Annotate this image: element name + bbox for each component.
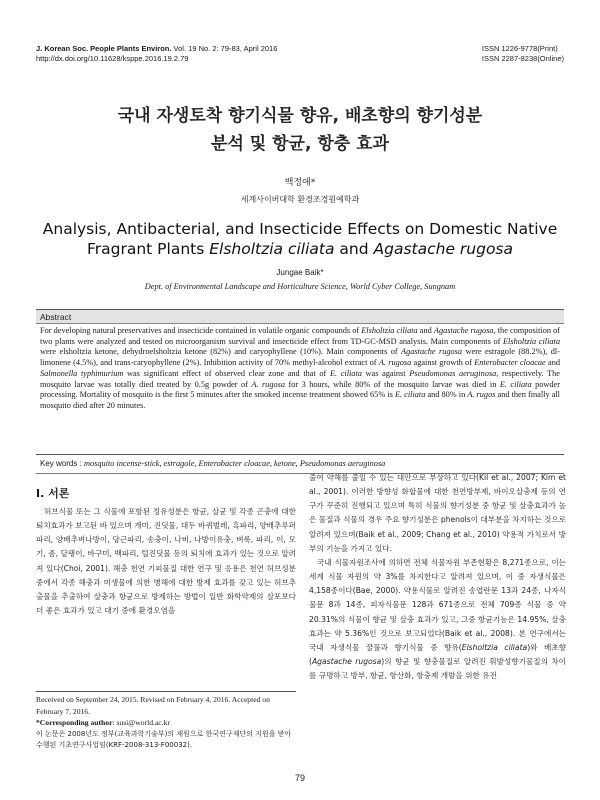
english-affiliation: Dept. of Environmental Landscape and Horticulture Science, World Cyber College, Sungnam xyxy=(144,282,456,291)
issn-online: ISSN 2287-8238(Online) xyxy=(481,54,564,63)
abstract-text: For developing natural preservatives and insecticide contained in volatile organic compounds of Elsholtzia ciliata and Agastache rugosa, the composition of two plants were analyzed and tested on microorganism survival and insecticide effect from TD-GC-MSD analysis. Main components of Elsholtzia ciliata were elsholtzia ketone, dehydroelsholtzia ketone (82%) and caryophyllene (10%). Main components of Agastache rugosa were estragole (88.2%), dl-limonene (4.5%), and trans-caryophyllene (2%). Inhibition activity of 70% methyl-alcohol extract of A. rugosa against growth of Enterobacter cloacae and Salmonella typhimurium was significant effect of observed clear zone and that of E. ciliata was against Pseudomonas aeruginosa, respectively. The mosquito larvae was totally died treated by 0.5g powder of A. rugosa for 3 hours, while 80% of the mosquito larvae was died in E. ciliata powder processing. Mortality of mosquito is the first 5 minutes after the smoked incense treatment showed 65% is E. ciliata and 80% in A. rugos and then finally all mosquito died after 20 minutes. xyxy=(40,326,560,410)
journal-citation xyxy=(36,44,277,64)
paragraph: 줄여 약해를 줄일 수 있는 대안으로 부상하고 있다(Kil et al., 2007; Kim et al., 2001). 이러한 방향성 화합물에 대한 천연방부제, 바이오살충제 등의 연구가 꾸준히 진행되고 있으며 특히 식물의 향기성분 중 항균 및 살충효과가 높은 물질과 식물의 경우 주요 향기성분은 phenols이 대부분을 차지하는 것으로 알려져 있으며(Baik et al., 2009; Chang et al., 2010) 약용적 가치로서 방부의 기능을 가지고 있다. xyxy=(309,473,566,553)
footnotes xyxy=(36,694,298,752)
keywords xyxy=(40,458,560,470)
doi-link[interactable]: http://dx.doi.org/10.11628/ksppe.2016.19.2.79 xyxy=(36,54,189,63)
journal-volume: Vol. 19 No. 2: 79-83, April 2016 xyxy=(171,44,278,53)
species-name: Agastache rugosa xyxy=(373,240,514,258)
journal-name: J. Korean Soc. People Plants Environ. xyxy=(36,44,172,53)
title-text: Fragrant Plants xyxy=(86,240,210,258)
korean-affiliation: 세계사이버대학 환경조경원예학과 xyxy=(240,195,360,204)
english-title-line2 xyxy=(0,238,600,260)
funding-note: 이 논문은 2008년도 정부(교육과학기술부)의 재원으로 한국연구재단의 지원을 받아 수행된 기초연구사업임(KRF-2008-313-F00032). xyxy=(36,729,292,750)
footnote-divider xyxy=(36,691,296,692)
author-email[interactable]: : susi@world.ac.kr xyxy=(112,718,170,728)
paragraph: 허브식물 또는 그 식물에 포함된 정유성분은 항균, 살균 및 각종 곤충에 대한 퇴치효과가 보고된 바 있으며 개미, 진딧물, 대두 바퀴벌레, 흑파리, 양배추루퍼파리, 양배추벼나방이, 당근파리, 송충이, 나비, 나방이유충, 벼룩, 파리, 이, 모기, 좀, 달팽이, 바구미, 백파리, 털진딧물 등의 퇴치에 효과가 있는 것으로 알려져 있다(Choi, 2001). 해충 천연 기피물질 대한 연구 및 응용은 천연 허브성분 중에서 각종 해충과 미생물에 의한 병해에 대한 방제 효과를 갖고 있는 허브추출물을 추출하여 살충과 항균으로 방제하는 방법이 일반 화학약제의 살포보다 더 좋은 효과가 있고 대기 중에 환경오염을 xyxy=(36,507,296,616)
keywords-label: Key words : xyxy=(40,459,85,468)
keywords-values: mosquito incense-stick, estragole, Enterobacter cloacae, ketone, Pseudomonas aeruginosa xyxy=(84,459,386,468)
title-text: and xyxy=(334,240,374,258)
english-author: Jungae Baik* xyxy=(276,268,324,277)
paragraph: 국내 식물자원조사에 의하면 전체 식물자원 부존현황은 8,271종으로, 이는 세계 식물 자원의 약 3%를 차지한다고 알려져 있으며, 이 중 자생식물은 4,158종이다(Bae, 2000). 약용식물로 알려진 송엽란문 13과 24종, 나자식물문 8과 14종, 피자식물문 128과 671종으로 전체 709종 식물 중 약 20.31%의 식물이 향균 및 살충 효과가 있고, 그중 항균기능은 14.95%, 살충효과는 약 5.36%인 것으로 보고되었다(Baik et al., 2008). 본 연구에서는 국내 자생식물 꿀풀과 향기식물 중 향유(Elsholtzia ciliata)와 배초향(Agastache rugosa)의 향균 및 향충물질로 알려진 휘발성향기물질의 차이를 규명하고 방부, 항균, 항산화, 항충제 개발을 위한 유전 xyxy=(309,557,567,681)
right-column xyxy=(309,471,566,683)
korean-title-line1: 국내 자생토착 향기식물 향유, 배초향의 향기성분 xyxy=(117,106,483,126)
korean-title-line2: 분석 및 항균, 항충 효과 xyxy=(211,134,389,154)
korean-author: 백정애* xyxy=(284,178,316,188)
species-name: Elsholtzia ciliata xyxy=(209,240,335,258)
received-dates: Received on September 24, 2015. Revised on February 4, 2016. Accepted on February 7, 2016. xyxy=(36,695,270,716)
issn-print: ISSN 1226-9778(Print) xyxy=(481,44,558,53)
english-title-line1: Analysis, Antibacterial, and Insecticide Effects on Domestic Native xyxy=(42,220,558,238)
page-number: 79 xyxy=(294,773,305,783)
section-heading-introduction: Ⅰ. 서론 xyxy=(36,487,70,500)
corresponding-author: *Corresponding author: susi@world.ac.kr xyxy=(36,718,170,728)
abstract-heading: Abstract xyxy=(36,310,564,324)
left-column xyxy=(36,505,296,618)
issn-block xyxy=(482,44,564,64)
abstract-box xyxy=(36,309,564,455)
